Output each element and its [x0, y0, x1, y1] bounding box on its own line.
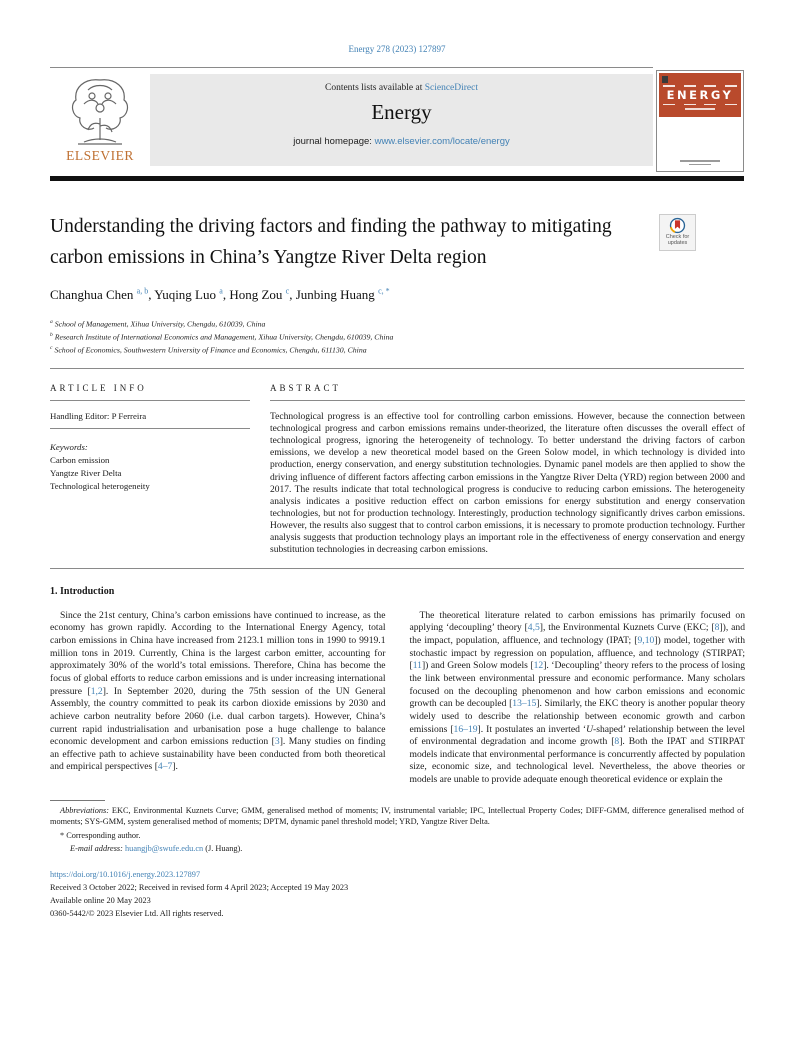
citation-ref[interactable]: huangjb@swufe.edu.cn	[125, 843, 204, 853]
footnote-divider	[50, 800, 105, 801]
journal-citation[interactable]: Energy 278 (2023) 127897	[348, 44, 446, 54]
author: Hong Zou $^c$,	[229, 286, 296, 302]
contents-prefix: Contents lists available at	[324, 83, 425, 93]
elsevier-tree-icon	[50, 74, 150, 150]
citation-ref[interactable]: 1,2	[90, 685, 103, 697]
keyword: Technological heterogeneity	[50, 481, 150, 492]
author-name: Junbing Huang	[295, 286, 375, 302]
homepage-prefix: journal homepage:	[293, 136, 375, 147]
available-online: Available online 20 May 2023	[50, 895, 151, 905]
citation-ref[interactable]: 12	[533, 660, 544, 672]
cover-decor-row	[659, 102, 741, 106]
author-affil-sup[interactable]: c, *	[378, 286, 390, 296]
author-name: Hong Zou	[229, 286, 283, 302]
keyword: Yangtze River Delta	[50, 468, 122, 479]
author-affil-sup[interactable]: c	[285, 286, 290, 296]
journal-header	[50, 72, 744, 172]
citation-ref[interactable]: 3	[274, 736, 280, 748]
cover-masthead	[659, 73, 741, 117]
elsevier-wordmark: ELSEVIER	[66, 148, 134, 163]
received-dates: Received 3 October 2022; Received in revised form 4 April 2023; Accepted 19 May 2023	[50, 883, 349, 893]
journal-title: Energy	[371, 100, 432, 124]
journal-cover-thumbnail[interactable]	[656, 70, 744, 172]
elsevier-logo	[50, 72, 150, 168]
copyright-line: 0360-5442/© 2023 Elsevier Ltd. All rights reserved.	[50, 908, 224, 918]
email-line: E-mail address: huangjb@swufe.edu.cn (J. Huang).	[70, 843, 243, 853]
info-section-bottom-rule	[50, 568, 744, 569]
publication-info	[50, 869, 744, 920]
article-title: Understanding the driving factors and finding the pathway to mitigating carbon emissions in China’s Yangtze River Delta region	[50, 216, 612, 268]
author-affil-sup[interactable]: a	[219, 286, 223, 296]
keywords-block	[50, 441, 250, 494]
affiliation: $^c$ School of Economics, Southwestern University of Finance and Economics, Chengdu, 611130, China	[50, 344, 367, 355]
citation-ref[interactable]: 4–7	[157, 761, 173, 773]
introduction-heading: 1. Introduction	[50, 585, 115, 597]
info-section-top-rule	[50, 368, 744, 369]
affiliation: $^a$ School of Management, Xihua University, Chengdu, 610039, China	[50, 318, 266, 329]
homepage-line	[150, 136, 653, 147]
journal-banner	[150, 74, 653, 166]
handling-editor: Handling Editor: P Ferreira	[50, 410, 147, 421]
homepage-link[interactable]: www.elsevier.com/locate/energy	[374, 136, 510, 147]
article-info-heading: ARTICLE INFO	[50, 382, 147, 393]
author: Yuqing Luo $^a$,	[154, 286, 230, 302]
contents-line	[150, 83, 653, 93]
abstract-heading: ABSTRACT	[270, 382, 342, 393]
doi-link[interactable]: https://doi.org/10.1016/j.energy.2023.127897	[50, 870, 201, 880]
article-info-column	[50, 383, 250, 557]
intro-paragraph: Since the 21st century, China’s carbon emissions have continued to increase, as the economy has grown rapidly. According to the International Energy Agency, total carbon emissions in China have increased from 2123.1 million tons in 1990 to 9919.1 million tons in 2019. Currently, China is the largest carbon emitter, accounting for approximately 30% of the world’s total emissions. Therefore, China has become the focus of global efforts to reduce carbon emissions and is under increasing international pressure [1,2]. In September 2020, during the 75th session of the UN General Assembly, the country committed to peak its carbon dioxide emissions by 2030 and achieve carbon neutrality before 2060 (i.e. dual carbon targets). However, China’s current rapid industrialisation and urbanisation pose a huge challenge to balance economic development and carbon emissions reduction [3]. Many studies on finding an effective path to achieve sustainability have been conducted from both theoretical and empirical perspectives [4–7].	[50, 609, 386, 773]
cover-subtitle-bar	[685, 108, 715, 110]
title-row	[50, 212, 744, 273]
citation-ref[interactable]: 9,10	[637, 634, 655, 646]
intro-paragraph: The theoretical literature related to carbon emissions has primarily focused on applying ‘decoupling’ theory [4,5], the Environmental Kuznets Curve (EKC; [8]), and the impact, population, affluence, and technology (IPAT; [9,10]) model, together with stochastic impact by regression on population, affluence, and technology (STIRPAT; [11]) and Green Solow models [12]. ‘Decoupling’ theory refers to the process of losing the link between environmental pressure and economic performance. Many scholars focused on the decoupling phenomenon and how carbon emissions and economic growth can be decoupled [13–15]. Similarly, the EKC theory is another popular theory widely used to describe the relationship between economic growth and carbon emissions [16–19]. It postulates an inverted ‘U-shaped’ relationship between the level of environmental degradation and income growth [8]. Both the IPAT and STIRPAT models indicate that environmental performance is concurrently affected by population size, economic size, and technological level. Nevertheless, the above theories or models are unable to provide adequate enough theoretical evidence or explain the	[409, 609, 745, 786]
cover-logo-mark	[662, 76, 668, 83]
citation-ref[interactable]: 13–15	[512, 698, 537, 710]
author-list	[50, 286, 744, 302]
cover-footer-decor	[657, 158, 743, 165]
citation-ref[interactable]: 16–19	[453, 723, 478, 735]
affiliation-list	[50, 318, 744, 357]
citation-ref[interactable]: 4,5	[527, 622, 540, 634]
body-columns	[50, 610, 744, 787]
abbreviations-footnote: Abbreviations: EKC, Environmental Kuznets Curve; GMM, generalised method of moments; IV, instrumental variable; IPC, Intellectual Property Codes; DIFF-GMM, difference generalised method of moments; SYS-GMM, system generalised method of moments; DPTM, dynamic panel threshold model; YRD, Yangtze River Delta.	[50, 805, 744, 827]
author-name: Yuqing Luo	[154, 286, 216, 302]
check-updates-label: Check for updates	[665, 234, 690, 247]
corresponding-author-note: * Corresponding author.	[60, 831, 141, 841]
citation-ref[interactable]: 11	[412, 660, 422, 672]
body-left-column	[50, 610, 386, 787]
author	[296, 287, 390, 302]
keywords-label: Keywords:	[50, 441, 88, 452]
author: Changhua Chen $^{a, b}$,	[50, 286, 155, 302]
check-updates-icon	[660, 217, 695, 234]
author-affil-sup[interactable]: a, b	[136, 286, 149, 296]
sciencedirect-link[interactable]: ScienceDirect	[424, 83, 478, 93]
keywords-rule	[50, 428, 250, 429]
header-top-rule	[50, 67, 653, 68]
header-divider-bar	[50, 176, 744, 181]
affiliation: $^b$ Research Institute of International Economics and Management, Xihua University, Chengdu, 610039, China	[50, 331, 394, 342]
citation-ref[interactable]: 8	[614, 736, 620, 748]
abstract-rule	[270, 400, 745, 401]
abstract-text: Technological progress is an effective tool for controlling carbon emissions. However, because the connection between technological progress and carbon emissions remains under-theorized, the literature often discusses the overall effect of technological progress, ignoring the heterogeneity of technology. To better understand the driving factors of carbon emissions, we develop a new theoretical model based on the Green Solow model, in which technology is divided into production, energy conservation, and energy substitution technologies. Dynamic panel models are then applied to show the driving influence of different factors affecting carbon emissions in the Yangtze River Delta (YRD) region between 2000 and 2017. The results indicate that total technological progress is conducive to reducing carbon emissions. The heterogeneity analysis indicates a positive reduction effect on carbon emissions for energy substitution and energy conservation technologies, but not for production technology. Interestingly, production technology significantly drives carbon emissions. However, the results also suggest that to control carbon emissions, it is necessary to promote production technology. Further analysis suggests that production technology plays an important role in the effectiveness of energy conservation and energy substitution technologies in decreasing carbon emissions.	[270, 411, 745, 556]
cover-decor-row	[659, 83, 741, 87]
citation-ref[interactable]: 8	[714, 622, 720, 634]
cover-title: ENERGY	[666, 87, 734, 102]
check-for-updates-badge[interactable]	[659, 214, 696, 251]
body-right-column	[410, 610, 746, 787]
info-abstract-section	[50, 383, 744, 557]
author-name: Changhua Chen	[50, 286, 134, 302]
abstract-column	[270, 383, 745, 557]
keyword: Carbon emission	[50, 454, 110, 465]
article-info-rule	[50, 400, 250, 401]
